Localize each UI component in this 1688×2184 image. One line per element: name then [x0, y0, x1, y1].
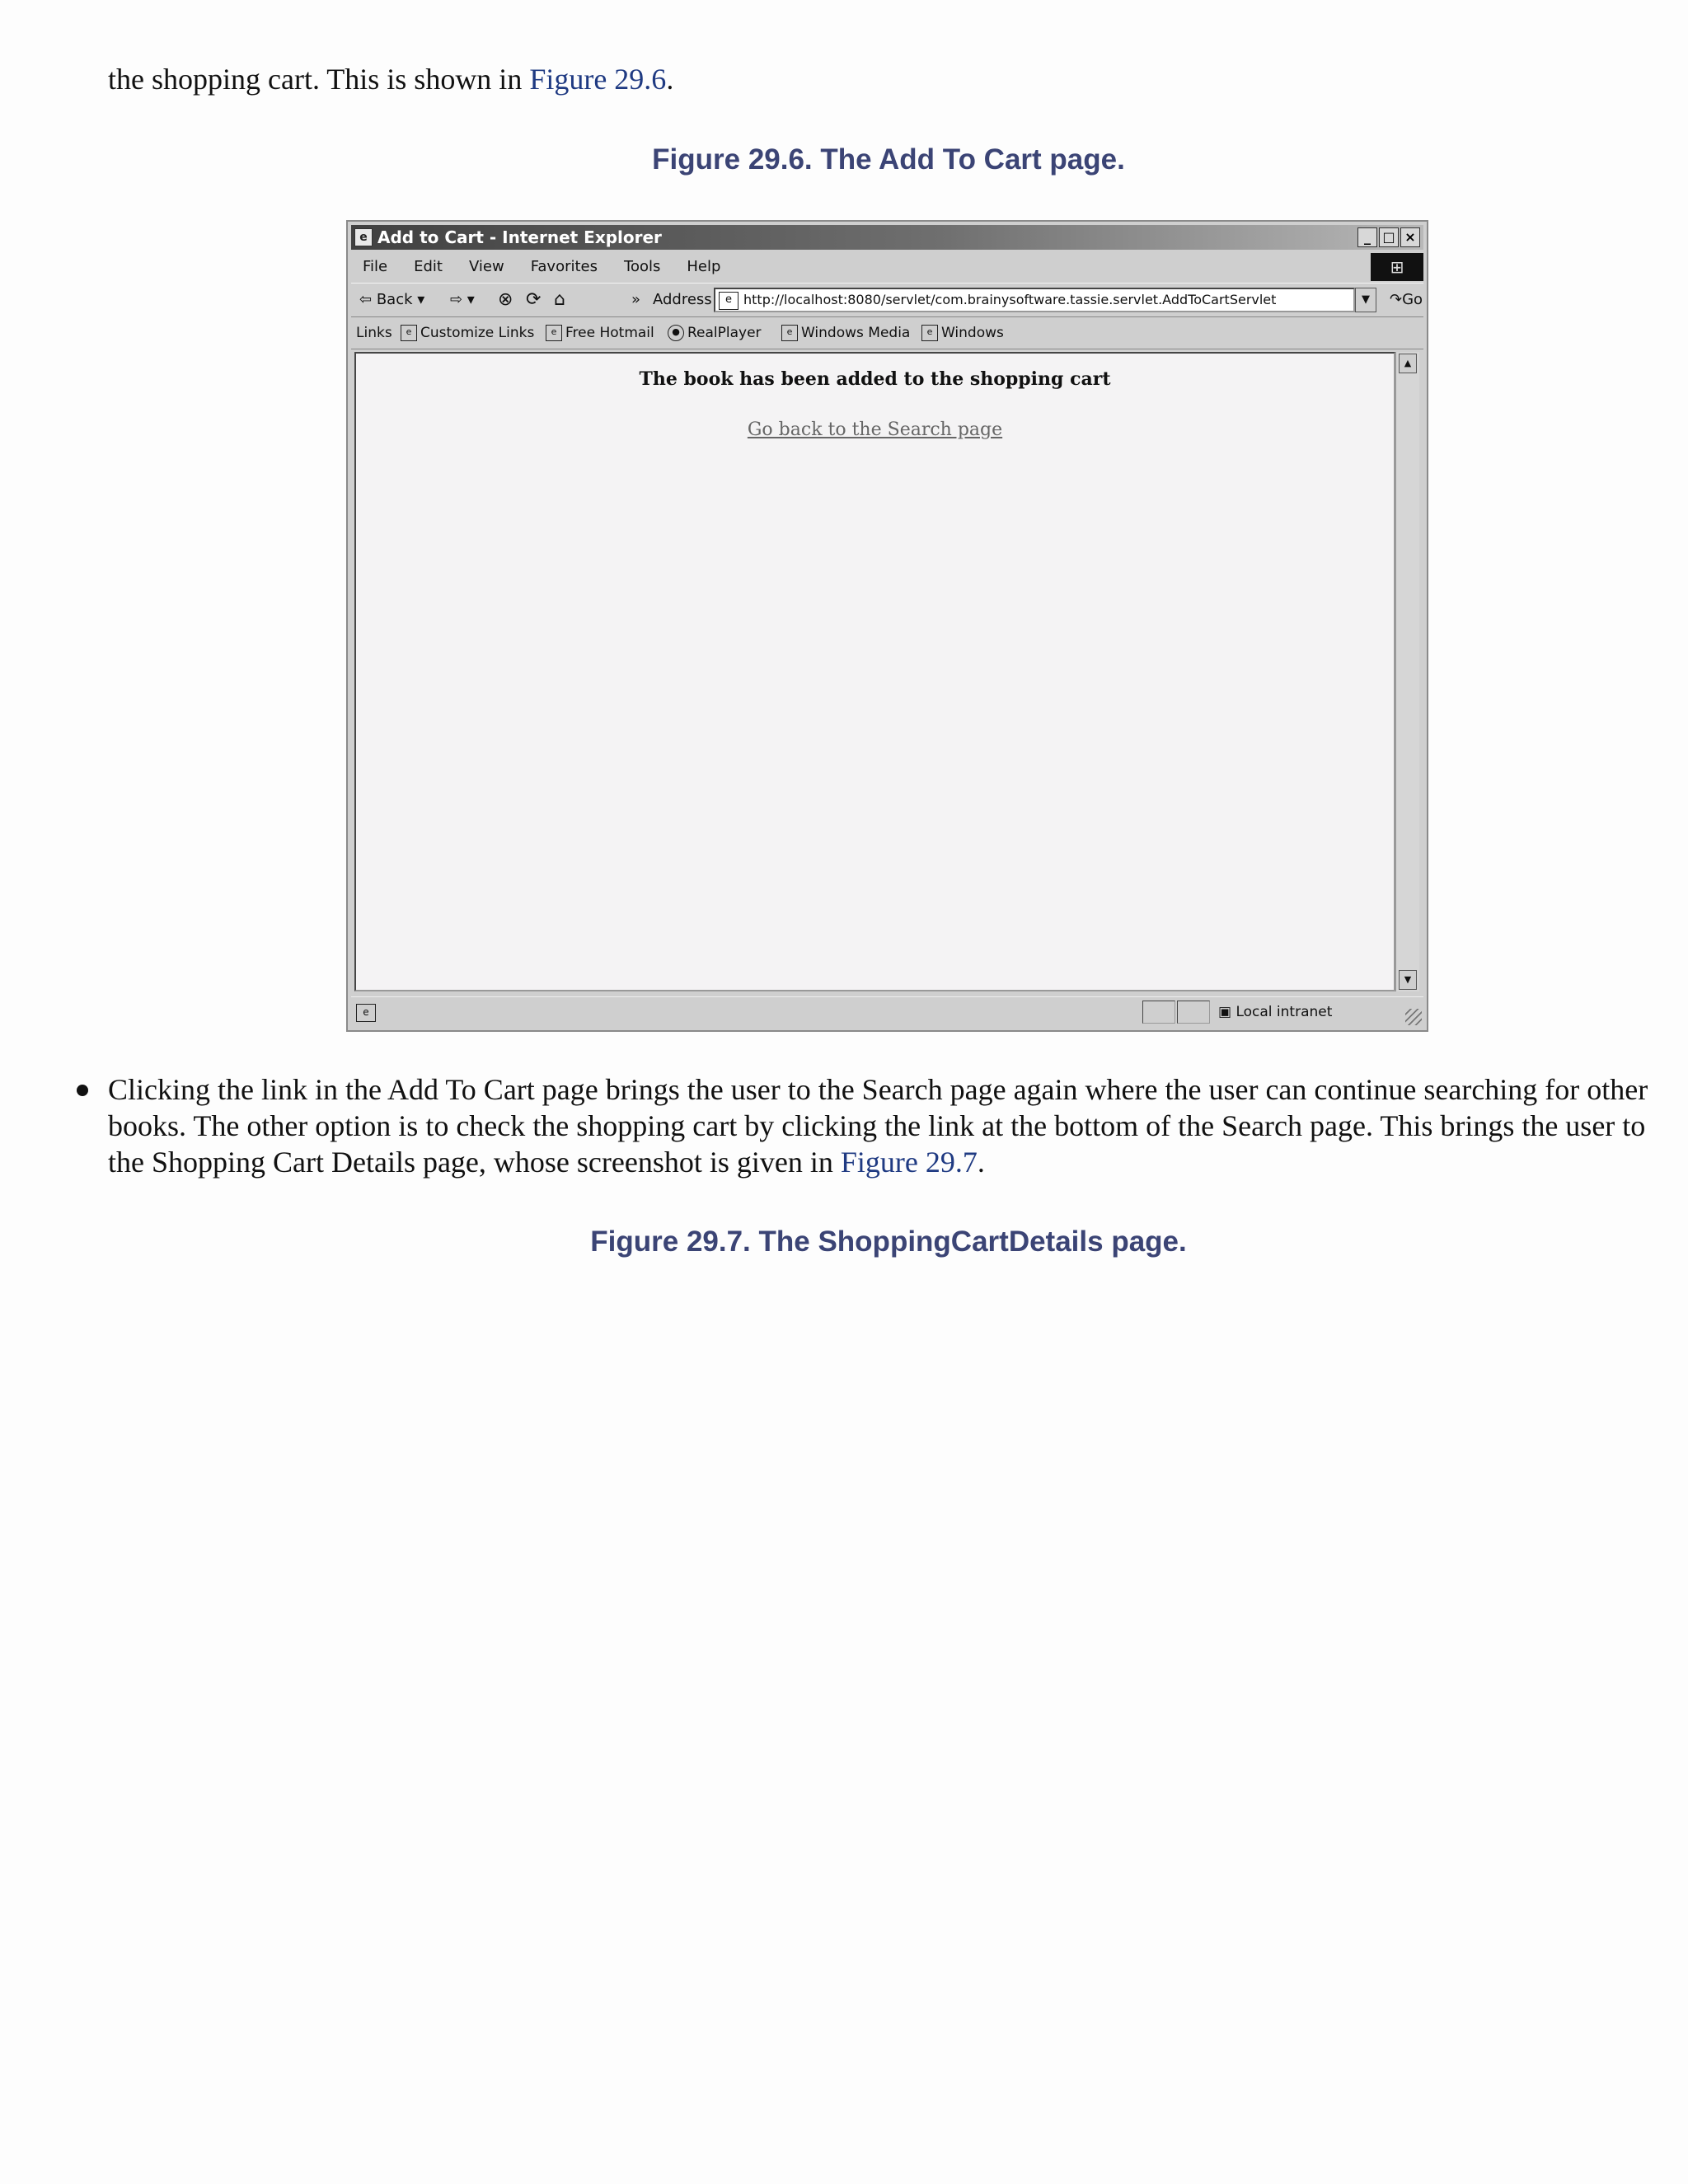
home-icon[interactable]: ⌂: [554, 289, 565, 310]
ie-page-icon: e: [546, 325, 562, 341]
refresh-icon[interactable]: ⟳: [526, 289, 542, 310]
link-label: Customize Links: [420, 325, 535, 341]
back-button[interactable]: ⇦ Back ▾: [359, 291, 425, 308]
scroll-down-icon[interactable]: ▼: [1399, 970, 1417, 990]
ie-page-icon: e: [781, 325, 798, 341]
bullet-text-end: .: [977, 1146, 985, 1179]
figure-29-6-caption: Figure 29.6. The Add To Cart page.: [652, 143, 1125, 176]
menu-view[interactable]: View: [468, 258, 504, 275]
intro-paragraph: [108, 61, 1666, 97]
browser-screenshot: [346, 220, 1428, 1032]
address-bar[interactable]: [714, 288, 1355, 312]
back-arrow-icon: ⇦: [359, 291, 377, 308]
realplayer-icon: ●: [668, 325, 684, 341]
bullet-paragraph: [108, 1071, 1666, 1180]
status-pane: [1177, 1001, 1210, 1024]
go-button[interactable]: [1390, 284, 1423, 316]
browser-toolbar: [351, 283, 1423, 317]
windows-logo-icon: ⊞: [1371, 253, 1423, 281]
browser-title-bar: [351, 225, 1423, 250]
address-url: http://localhost:8080/servlet/com.brainysoftware.tassie.servlet.AddToCartServlet: [743, 292, 1277, 307]
figure-29-7-link[interactable]: Figure 29.7: [840, 1146, 978, 1179]
link-windows-media[interactable]: [781, 317, 910, 349]
browser-window-title: Add to Cart - Internet Explorer: [377, 227, 662, 247]
ie-page-icon: e: [719, 292, 738, 310]
close-icon[interactable]: ×: [1400, 227, 1420, 247]
go-label: Go: [1402, 291, 1423, 308]
minimize-icon[interactable]: _: [1357, 227, 1377, 247]
intro-text: the shopping cart. This is shown in: [108, 63, 530, 96]
ie-page-icon: e: [921, 325, 938, 341]
browser-status-bar: [351, 996, 1423, 1027]
bullet-text: Clicking the link in the Add To Cart page brings the user to the Search page again where the user can continue searching for other books. The other option is to check the shopping cart by clicking the link at the bottom of the Search page. This brings the user to the Shopping Cart Details page, whose screenshot is given in: [108, 1073, 1648, 1179]
go-arrow-icon: ↷: [1390, 291, 1403, 308]
vertical-scrollbar[interactable]: [1395, 352, 1419, 991]
link-label: Windows Media: [801, 325, 911, 341]
scroll-up-icon[interactable]: ▲: [1399, 354, 1417, 373]
address-dropdown-icon[interactable]: ▼: [1355, 288, 1376, 312]
ie-page-icon: e: [401, 325, 417, 341]
menu-edit[interactable]: Edit: [414, 258, 443, 275]
link-label: Free Hotmail: [565, 325, 654, 341]
added-to-cart-message: The book has been added to the shopping cart: [639, 368, 1111, 390]
address-label: Address: [653, 291, 712, 308]
intranet-icon: ▣: [1218, 1004, 1236, 1020]
link-free-hotmail[interactable]: [546, 317, 654, 349]
menu-tools[interactable]: Tools: [624, 258, 661, 275]
status-pane: [1142, 1001, 1175, 1024]
resize-grip-icon[interactable]: [1405, 1009, 1422, 1025]
toolbar-chevron-icon[interactable]: »: [631, 291, 641, 308]
ie-page-icon: e: [356, 1004, 376, 1022]
menu-help[interactable]: Help: [687, 258, 721, 275]
figure-29-7-caption: Figure 29.7. The ShoppingCartDetails page.: [590, 1226, 1187, 1258]
maximize-icon[interactable]: □: [1379, 227, 1399, 247]
link-windows[interactable]: [921, 317, 1004, 349]
ie-page-icon: e: [354, 228, 373, 246]
link-label: RealPlayer: [687, 325, 762, 341]
forward-arrow-icon[interactable]: ⇨ ▾: [450, 291, 475, 308]
links-label: Links: [356, 325, 392, 341]
back-to-search-link[interactable]: Go back to the Search page: [747, 419, 1003, 440]
zone-label: Local intranet: [1236, 1004, 1333, 1020]
menu-favorites[interactable]: Favorites: [530, 258, 598, 275]
link-customize-links[interactable]: [401, 317, 534, 349]
status-text-pane: [381, 1001, 1139, 1024]
menu-file[interactable]: File: [363, 258, 388, 275]
stop-icon[interactable]: ⊗: [498, 289, 513, 310]
back-label: Back: [376, 291, 413, 308]
bullet-icon: [77, 1085, 88, 1096]
intro-text-end: .: [666, 63, 674, 96]
figure-29-6-link[interactable]: Figure 29.6: [529, 63, 667, 96]
link-realplayer[interactable]: [668, 317, 762, 349]
browser-menu-bar: [351, 253, 1423, 281]
security-zone: [1218, 997, 1332, 1027]
browser-content-area: [354, 352, 1395, 991]
link-label: Windows: [941, 325, 1004, 341]
links-bar: [351, 317, 1423, 349]
